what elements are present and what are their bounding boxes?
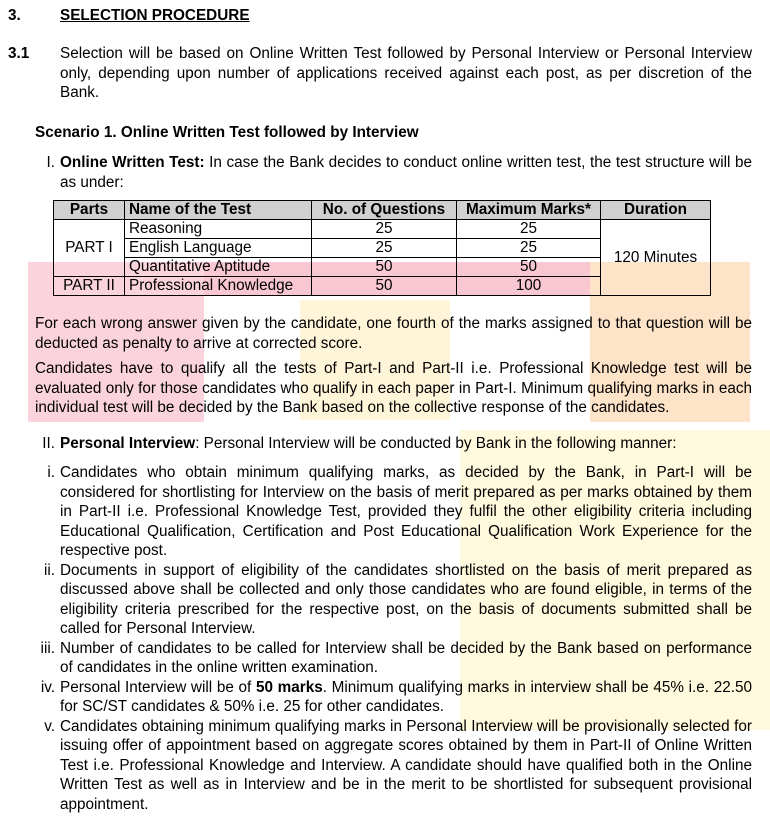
part-1-label: PART I [54, 220, 125, 277]
list-item-number: v. [44, 717, 55, 735]
online-test-numeral: I. [46, 154, 55, 171]
part-2-label: PART II [54, 277, 125, 296]
header-questions: No. of Questions [312, 201, 457, 220]
list-item-text: Personal Interview will be of [60, 678, 256, 696]
interview-list [35, 463, 752, 814]
questions-cell: 50 [312, 258, 457, 277]
questions-cell: 50 [312, 277, 457, 296]
interview-heading: Personal Interview [60, 435, 196, 452]
list-item-text: Candidates who obtain minimum qualifying marks, as decided by the Bank, in Part-I will be considered for shortlisting for Interview on the basis of merit prepared as per marks obtained by them in Part-II i.e. Professional Knowledge Test, provided they fulfil the other eligibility criteria including Educational Qualification, Certification and Post Educational Qualification Work Experience for the respective post. [60, 464, 752, 559]
list-item [35, 561, 752, 639]
interview-numeral: II. [42, 435, 55, 452]
marks-cell: 50 [457, 258, 601, 277]
list-item [35, 717, 752, 815]
penalty-paragraph: For each wrong answer given by the candidate, one fourth of the marks assigned to that question will be deducted as penalty to arrive at corrected score. [35, 315, 752, 352]
marks-cell: 25 [457, 239, 601, 258]
list-item-text: Documents in support of eligibility of the candidates shortlisted on the basis of merit prepared as discussed above shall be collected and only those candidates who are found eligible, in terms of the eligibility criteria prescribed for the respective post, on the basis of documents submitted shall be called for Personal Interview. [60, 561, 752, 637]
questions-cell: 25 [312, 220, 457, 239]
test-name-cell: Reasoning [125, 220, 312, 239]
header-parts: Parts [54, 201, 125, 220]
list-item-number: iv. [40, 678, 55, 696]
section-title: SELECTION PROCEDURE [60, 7, 250, 24]
marks-cell: 25 [457, 220, 601, 239]
clause-text: Selection will be based on Online Written Test followed by Personal Interview or Personal Interview only, depending upon number of applications received against each post, as per discretion of the Bank. [60, 45, 752, 101]
interview-intro [35, 434, 752, 454]
list-item [35, 639, 752, 678]
clause-number: 3.1 [8, 45, 30, 62]
online-test-text: In case the Bank decides to conduct online written test, the test structure will be as under: [60, 154, 752, 191]
list-item-text: Number of candidates to be called for Interview shall be decided by the Bank based on performance of candidates in the online written examination. [60, 639, 752, 676]
test-name-cell: Quantitative Aptitude [125, 258, 312, 277]
section-number: 3. [8, 7, 21, 24]
header-max-marks: Maximum Marks* [457, 201, 601, 220]
interview-text: : Personal Interview will be conducted by Bank in the following manner: [195, 435, 677, 452]
header-duration: Duration [601, 201, 711, 220]
questions-cell: 25 [312, 239, 457, 258]
online-test-intro [35, 153, 752, 192]
list-item-number: i. [47, 464, 55, 481]
test-name-cell: Professional Knowledge [125, 277, 312, 296]
list-item-number: iii. [40, 639, 55, 657]
list-item-text-continued: . Minimum qualifying marks in interview shall be 45% i.e. 22.50 for SC/ST candidates & 50% i.e. 25 for other candidates. [60, 678, 752, 715]
table-header-row [54, 201, 711, 220]
list-item [35, 678, 752, 717]
duration-cell: 120 Minutes [601, 220, 711, 296]
list-item [35, 463, 752, 561]
test-structure-table [53, 200, 711, 296]
section-heading [8, 6, 250, 26]
scenario-title: Scenario 1. Online Written Test followed by Interview [35, 124, 419, 141]
interview-marks-bold: 50 marks [255, 678, 323, 696]
marks-cell: 100 [457, 277, 601, 296]
list-item-number: ii. [43, 561, 55, 579]
online-test-heading: Online Written Test: [60, 154, 205, 171]
header-test-name: Name of the Test [125, 201, 312, 220]
table-row [54, 220, 711, 239]
qualify-paragraph: Candidates have to qualify all the tests of Part-I and Part-II i.e. Professional Knowledge test will be evaluated only for those candidates who qualify in each paper in Part-I. Minimum qualifying marks in each individual test will be decided by the Bank based on the collective response of the candidates. [35, 360, 752, 416]
list-item-text: Candidates obtaining minimum qualifying marks in Personal Interview will be provisionally selected for issuing offer of appointment based on aggregate scores obtained by them in Part-II of Online Written Test i.e. Professional Knowledge and Interview. A candidate should have qualified both in the Online Written Test as well as in Interview and be in the merit to be shortlisted for subsequent provisional appointment. [60, 717, 752, 813]
test-name-cell: English Language [125, 239, 312, 258]
